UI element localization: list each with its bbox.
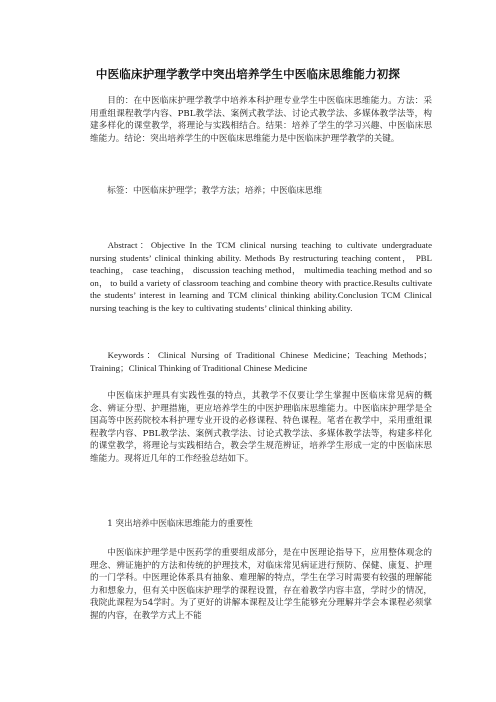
keywords-chinese: 标签：中医临床护理学；教学方法；培养；中医临床思维 [107, 186, 323, 196]
intro-paragraph: 中医临床护理具有实践性强的特点，其教学不仅要让学生掌握中医临床常见病的概念、辨证分型、护理措施，更应培养学生的中医护理临床思维能力。中医临床护理学是全国高等中医药院校本科护理专业开设的必修课程、特色课程。笔者在教学中，采用重组课程教学内容、PBL教学法、案例式教学法、讨论式教学法、多媒体教学法等，构建多样化的课堂教学，将理论与实践相结合，教会学生规范辨证，培养学生形成一定的中医临床思维能力。现将近几年的工作经验总结如下。 [90, 391, 432, 464]
section-heading: 1 突出培养中医临床思维能力的重要性 [107, 519, 253, 529]
abstract-english: Abstract：Objective In the TCM clinical nursing teaching to cultivate undergraduate nursing students’ clinical thinking ability. Methods By restructuring teaching content， PBL teaching， case teaching， discussion teaching method， multimedia teaching method and so on， to build a variety of classroom teaching and combine theory with practice.Results cultivate the students’ interest in learning and TCM clinical thinking ability.Conclusion TCM Clinical nursing teaching is the key to cultivating students’ clinical thinking ability. [90, 240, 432, 313]
paper-title: 中医临床护理学教学中突出培养学生中医临床思维能力初探 [95, 67, 401, 81]
section-body: 中医临床护理学是中医药学的重要组成部分，是在中医理论指导下，应用整体观念的理念、辨证施护的方法和传统的护理技术，对临床常见病证进行预防、保健、康复、护理的一门学科。中医理论体系具有抽象、难理解的特点，学生在学习时需要有较强的理解能力和想象力，但有关中医临床护理学的课程设置，存在着教学内容丰富，学时少的情况，我院此课程为54学时。为了更好的讲解本课程及让学生能够充分理解并学会本课程必须掌握的内容，在教学方式上不能 [90, 548, 432, 621]
abstract-chinese: 目的：在中医临床护理学教学中培养本科护理专业学生中医临床思维能力。方法：采用重组课程教学内容、PBL教学法、案例式教学法、讨论式教学法、多媒体教学法等，构建多样化的课堂教学，将理论与实践相结合。结果：培养了学生的学习兴趣、中医临床思维能力。结论：突出培养学生的中医临床思维能力是中医临床护理学教学的关键。 [90, 96, 432, 144]
keywords-english: Keywords：Clinical Nursing of Traditional Chinese Medicine；Teaching Methods；Training；Clinical Thinking of Traditional Chinese Medicine [90, 350, 432, 373]
